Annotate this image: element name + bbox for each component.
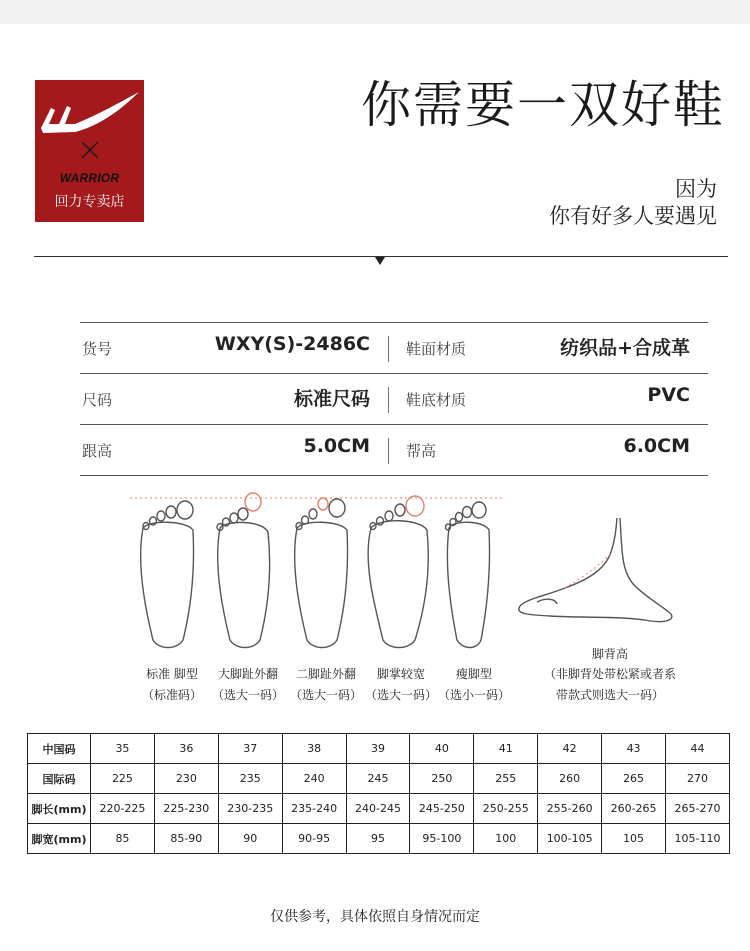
size-cell: 230 [154,764,218,794]
foot-shape-illustrations [125,490,685,660]
foot-type-label: 大脚趾外翻 [217,667,278,681]
size-cell: 255 [474,764,538,794]
size-row-header: 国际码 [28,764,91,794]
size-cell: 90 [218,824,282,854]
size-cell: 40 [410,734,474,764]
subheading-line-1: 因为 [675,177,717,201]
size-cell: 42 [538,734,602,764]
size-cell: 100-105 [538,824,602,854]
foot-type-note: （选大一码） [364,688,437,702]
foot-type-note: （标准码） [141,688,202,702]
size-cell: 100 [474,824,538,854]
spec-label: 货号 [82,340,113,358]
foot-second-toe-icon [295,498,348,648]
size-cell: 39 [346,734,410,764]
size-cell: 105 [602,824,666,854]
spec-label: 鞋底材质 [406,391,467,409]
spec-divider [388,336,389,362]
size-cell: 38 [282,734,346,764]
foot-slim-icon [446,502,490,648]
spec-value: 6.0CM [623,435,690,457]
size-cell: 43 [602,734,666,764]
size-row-header: 脚宽(mm) [28,824,91,854]
spec-label: 帮高 [406,442,437,460]
size-cell: 230-235 [218,794,282,824]
spec-divider [388,387,389,413]
size-cell: 95 [346,824,410,854]
size-cell: 90-95 [282,824,346,854]
logo-brand-en: WARRIOR [59,171,120,185]
foot-type-note: （选小一码） [437,688,510,702]
size-cell: 85 [91,824,155,854]
size-cell: 250-255 [474,794,538,824]
size-row-header: 中国码 [28,734,91,764]
foot-type-note: （选大一码） [289,688,362,702]
instep-note-line-2: 带款式则选大一码） [555,688,664,702]
size-cell: 260 [538,764,602,794]
foot-type-label: 瘦脚型 [455,667,492,681]
size-cell: 235-240 [282,794,346,824]
foot-bunion-icon [217,493,270,648]
size-cell: 255-260 [538,794,602,824]
foot-wide-icon [368,496,428,648]
size-row-header: 脚长(mm) [28,794,91,824]
foot-type-label: 二脚趾外翻 [295,667,356,681]
headline: 你需要一双好鞋 [361,76,725,134]
size-cell: 260-265 [602,794,666,824]
spec-value: 纺织品+合成革 [560,337,690,359]
size-cell: 44 [666,734,730,764]
foot-type-label: 脚掌较宽 [376,667,425,681]
size-cell: 37 [218,734,282,764]
size-cell: 245 [346,764,410,794]
spec-row [80,424,708,476]
spec-label: 尺码 [82,391,113,409]
spec-value: 5.0CM [303,435,370,457]
size-row [28,794,730,824]
foot-high-instep-icon [519,518,672,622]
size-chart [27,733,730,854]
size-cell: 105-110 [666,824,730,854]
size-row [28,764,730,794]
size-cell: 41 [474,734,538,764]
size-cell: 220-225 [91,794,155,824]
size-cell: 36 [154,734,218,764]
size-cell: 235 [218,764,282,794]
size-cell: 265-270 [666,794,730,824]
spec-label: 跟高 [82,442,113,460]
foot-type-label: 标准 脚型 [146,667,198,681]
foot-standard-icon [141,501,194,648]
foot-type-note: （选大一码） [211,688,284,702]
size-cell: 245-250 [410,794,474,824]
spec-value: 标准尺码 [293,388,370,410]
size-cell: 225 [91,764,155,794]
spec-row [80,322,708,373]
size-cell: 240-245 [346,794,410,824]
spec-table [80,322,708,476]
size-cell: 250 [410,764,474,794]
size-cell: 265 [602,764,666,794]
spec-value: PVC [647,384,690,406]
size-cell: 270 [666,764,730,794]
logo-store-name: 回力专卖店 [54,194,125,210]
size-cell: 240 [282,764,346,794]
spec-value: WXY(S)-2486C [214,333,370,355]
footer-note: 仅供参考，具体依照自身情况而定 [270,909,480,925]
instep-label: 脚背高 [591,647,628,661]
divider-arrow-icon [375,257,385,265]
spec-row [80,373,708,424]
subheading-line-2: 你有好多人要遇见 [549,204,717,228]
brand-logo [35,80,144,222]
instep-note-line-1: （非脚背处带松紧或者系 [543,667,676,681]
size-cell: 35 [91,734,155,764]
size-cell: 85-90 [154,824,218,854]
size-row [28,824,730,854]
top-band [0,0,750,24]
spec-divider [388,438,389,464]
size-cell: 95-100 [410,824,474,854]
size-row [28,734,730,764]
spec-label: 鞋面材质 [406,340,467,358]
size-cell: 225-230 [154,794,218,824]
